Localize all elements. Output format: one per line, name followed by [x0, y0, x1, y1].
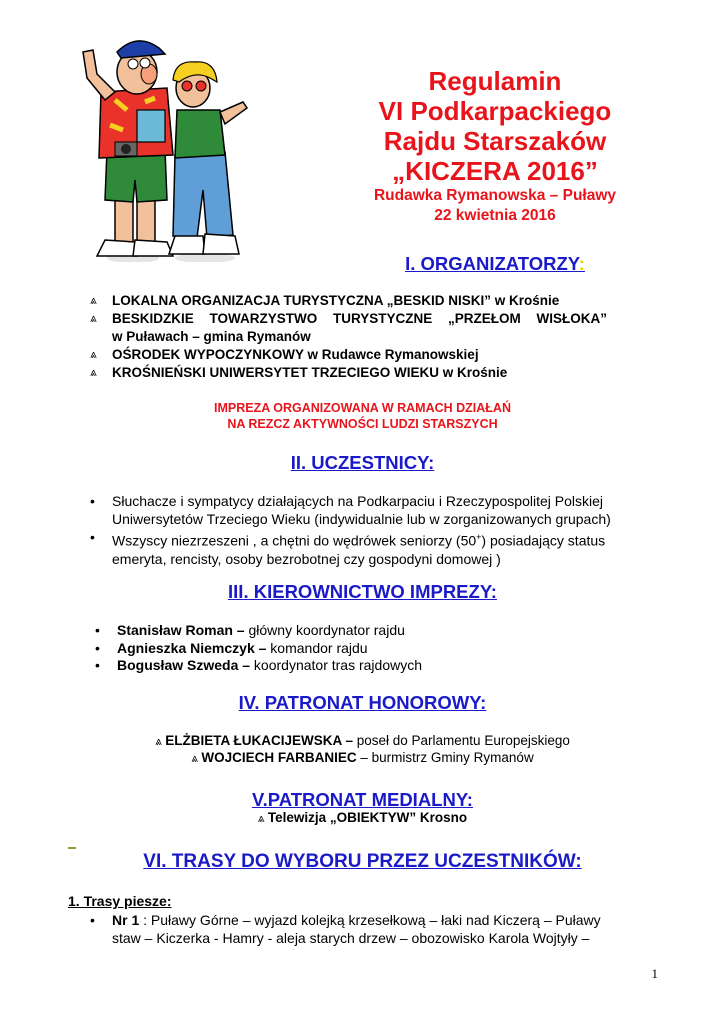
- title-line: „KICZERA 2016”: [392, 156, 598, 186]
- bullet-icon: •: [90, 529, 95, 545]
- note-line: NA REZCZ AKTYWNOŚCI LUDZI STARSZYCH: [227, 417, 498, 431]
- bullet-icon: •: [90, 493, 95, 509]
- person-role: główny koordynator rajdu: [244, 622, 405, 638]
- list-item: [95, 639, 368, 657]
- bullet-icon: •: [95, 657, 100, 673]
- decorative-dash: [68, 847, 76, 849]
- list-item: [0, 733, 725, 749]
- title-line: Regulamin: [428, 66, 562, 96]
- section-heading-management: III. KIEROWNICTWO IMPREZY:: [228, 581, 497, 602]
- list-item-text: KROŚNIEŃSKI UNIWERSYTET TRZECIEGO WIEKU w Krośnie: [112, 365, 508, 380]
- list-item-text: OŚRODEK WYPOCZYNKOWY w Rudawce Rymanowskiej: [112, 347, 479, 362]
- person-name: Bogusław Szweda –: [117, 657, 251, 673]
- section-heading-organizers: [285, 253, 705, 275]
- list-item-text: Słuchacze i sympatycy działających na Podkarpaciu i Rzeczypospolitej Polskiej: [112, 493, 604, 509]
- list-item: [90, 528, 690, 568]
- list-item-text: emeryta, rencisty, osoby bezrobotnej czy gospodyni domowej ): [112, 550, 501, 567]
- section-heading-routes: VI. TRASY DO WYBORU PRZEZ UCZESTNIKÓW:: [143, 851, 582, 872]
- title-line: VI Podkarpackiego: [378, 96, 612, 126]
- list-item-text: LOKALNA ORGANIZACJA TURYSTYCZNA „BESKID NISKI” w Krośnie: [112, 293, 560, 308]
- section-heading-honorary-patronage: IV. PATRONAT HONOROWY:: [238, 692, 487, 713]
- list-item: [0, 810, 725, 826]
- list-item: [90, 911, 690, 947]
- document-title: [285, 66, 705, 186]
- person-name: Stanisław Roman –: [117, 622, 245, 638]
- person-role: poseł do Parlamentu Europejskiego: [352, 733, 570, 748]
- person-name: ELŻBIETA ŁUKACIJEWSKA –: [165, 733, 353, 748]
- list-item-text: Uniwersytetów Trzeciego Wieku (indywidualnie lub w zorganizowanych grupach): [112, 511, 611, 527]
- event-route: Rudawka Rymanowska – Puławy: [373, 187, 617, 204]
- mountain-bullet-icon: ⩓: [155, 734, 166, 748]
- sub-heading: 1. Trasy piesze:: [68, 893, 172, 909]
- route-label: Nr 1: [112, 912, 140, 928]
- media-name: Telewizja „OBIEKTYW” Krosno: [267, 810, 468, 825]
- list-item-text: [112, 911, 690, 929]
- tourists-cartoon-icon: [75, 30, 255, 262]
- heading-colon: :: [578, 253, 585, 274]
- text-part: ) posiadający status: [481, 532, 606, 549]
- event-date: 22 kwietnia 2016: [434, 207, 556, 224]
- person-name: Agnieszka Niemczyk –: [117, 640, 267, 656]
- list-item-text: BESKIDZKIE TOWARZYSTWO TURYSTYCZNE „PRZEŁOM WISŁOKA”: [112, 311, 607, 326]
- mountain-bullet-icon: ⩓: [90, 293, 97, 307]
- person-role: koordynator tras rajdowych: [250, 657, 423, 673]
- list-item-text: staw – Kiczerka - Hamry - aleja starych drzew – obozowisko Karola Wojtyły –: [112, 930, 590, 946]
- note-line: IMPREZA ORGANIZOWANA W RAMACH DZIAŁAŃ: [214, 401, 511, 415]
- list-item: [0, 750, 725, 766]
- mountain-bullet-icon: ⩓: [191, 751, 202, 765]
- page-number: 1: [651, 966, 658, 981]
- superscript: +: [476, 532, 482, 542]
- bullet-icon: •: [90, 912, 95, 928]
- list-item-text: [112, 528, 690, 550]
- mountain-bullet-icon: ⩓: [90, 347, 97, 361]
- person-role: komandor rajdu: [266, 640, 368, 656]
- route-text: : Puławy Górne – wyjazd kolejką krzesełkową – łaki nad Kiczerą – Puławy: [139, 912, 601, 928]
- bullet-icon: •: [95, 640, 100, 656]
- list-item: [90, 492, 690, 528]
- mountain-bullet-icon: ⩓: [257, 811, 268, 825]
- title-line: Rajdu Starszaków: [383, 126, 607, 156]
- list-item: [95, 656, 422, 674]
- text-part: Wszyscy niezrzeszeni , a chętni do wędrówek seniorzy (50: [112, 532, 477, 549]
- bullet-icon: •: [95, 622, 100, 638]
- person-role: – burmistrz Gminy Rymanów: [356, 750, 534, 765]
- person-name: WOJCIECH FARBANIEC: [201, 750, 357, 765]
- illustration: [75, 30, 255, 262]
- list-item-text: w Puławach – gmina Rymanów: [112, 329, 311, 344]
- section-heading-media-patronage: V.PATRONAT MEDIALNY:: [252, 789, 473, 810]
- mountain-bullet-icon: ⩓: [90, 365, 97, 379]
- heading-text: I. ORGANIZATORZY: [405, 253, 579, 274]
- section-heading-participants: II. UCZESTNICY:: [290, 452, 435, 473]
- list-item: [95, 621, 405, 639]
- mountain-bullet-icon: ⩓: [90, 311, 97, 325]
